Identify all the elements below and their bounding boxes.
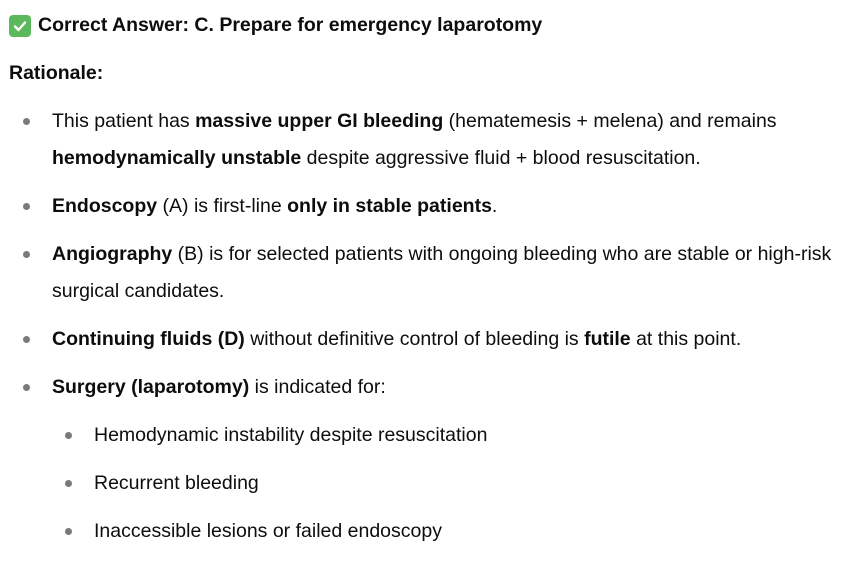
- bullet-dot-icon: [23, 203, 30, 210]
- indication-item: [52, 465, 856, 502]
- emphasis-text: massive upper GI bleeding: [195, 110, 444, 132]
- rationale-item: [0, 369, 868, 550]
- emphasis-text: Endoscopy: [52, 195, 158, 217]
- bullet-dot-icon: [23, 384, 30, 391]
- bullet-dot-icon: [23, 336, 30, 343]
- body-text: .: [491, 195, 498, 217]
- check-mark-icon: [9, 15, 31, 37]
- indication-text: Inaccessible lesions or failed endoscopy: [94, 520, 442, 542]
- body-text: (hematemesis + melena) and remains: [443, 110, 777, 132]
- indication-text: Hemodynamic instability despite resuscitation: [94, 424, 488, 446]
- indication-sublist: [52, 417, 856, 550]
- body-text: despite aggressive fluid + blood resuscitation.: [301, 147, 701, 169]
- rationale-list: [0, 103, 868, 561]
- emphasis-text: futile: [584, 328, 631, 350]
- indication-item: [52, 417, 856, 454]
- emphasis-text: Angiography: [52, 243, 173, 265]
- emphasis-text: hemodynamically unstable: [52, 147, 302, 169]
- bullet-dot-icon: [65, 432, 72, 439]
- rationale-item: [0, 103, 868, 177]
- correct-answer-heading: [9, 7, 542, 44]
- bullet-dot-icon: [65, 528, 72, 535]
- indication-text: Recurrent bleeding: [94, 472, 259, 494]
- emphasis-text: Continuing fluids (D): [52, 328, 245, 350]
- bullet-dot-icon: [23, 118, 30, 125]
- body-text: without definitive control of bleeding is: [244, 328, 585, 350]
- bullet-dot-icon: [23, 251, 30, 258]
- body-text: is indicated for:: [249, 376, 386, 398]
- body-text: (A) is first-line: [157, 195, 288, 217]
- rationale-item: [0, 188, 868, 225]
- bullet-dot-icon: [65, 480, 72, 487]
- body-text: at this point.: [630, 328, 742, 350]
- rationale-item: [0, 321, 868, 358]
- correct-answer-text: Correct Answer: C. Prepare for emergency laparotomy: [38, 14, 543, 36]
- indication-item: [52, 513, 856, 550]
- emphasis-text: only in stable patients: [287, 195, 492, 217]
- rationale-item: [0, 236, 868, 310]
- rationale-heading: Rationale:: [9, 62, 104, 84]
- body-text: This patient has: [52, 110, 196, 132]
- emphasis-text: Surgery (laparotomy): [52, 376, 250, 398]
- body-text: (B) is for selected patients with ongoing bleeding who are stable or high-risk surgical candidates.: [52, 243, 832, 302]
